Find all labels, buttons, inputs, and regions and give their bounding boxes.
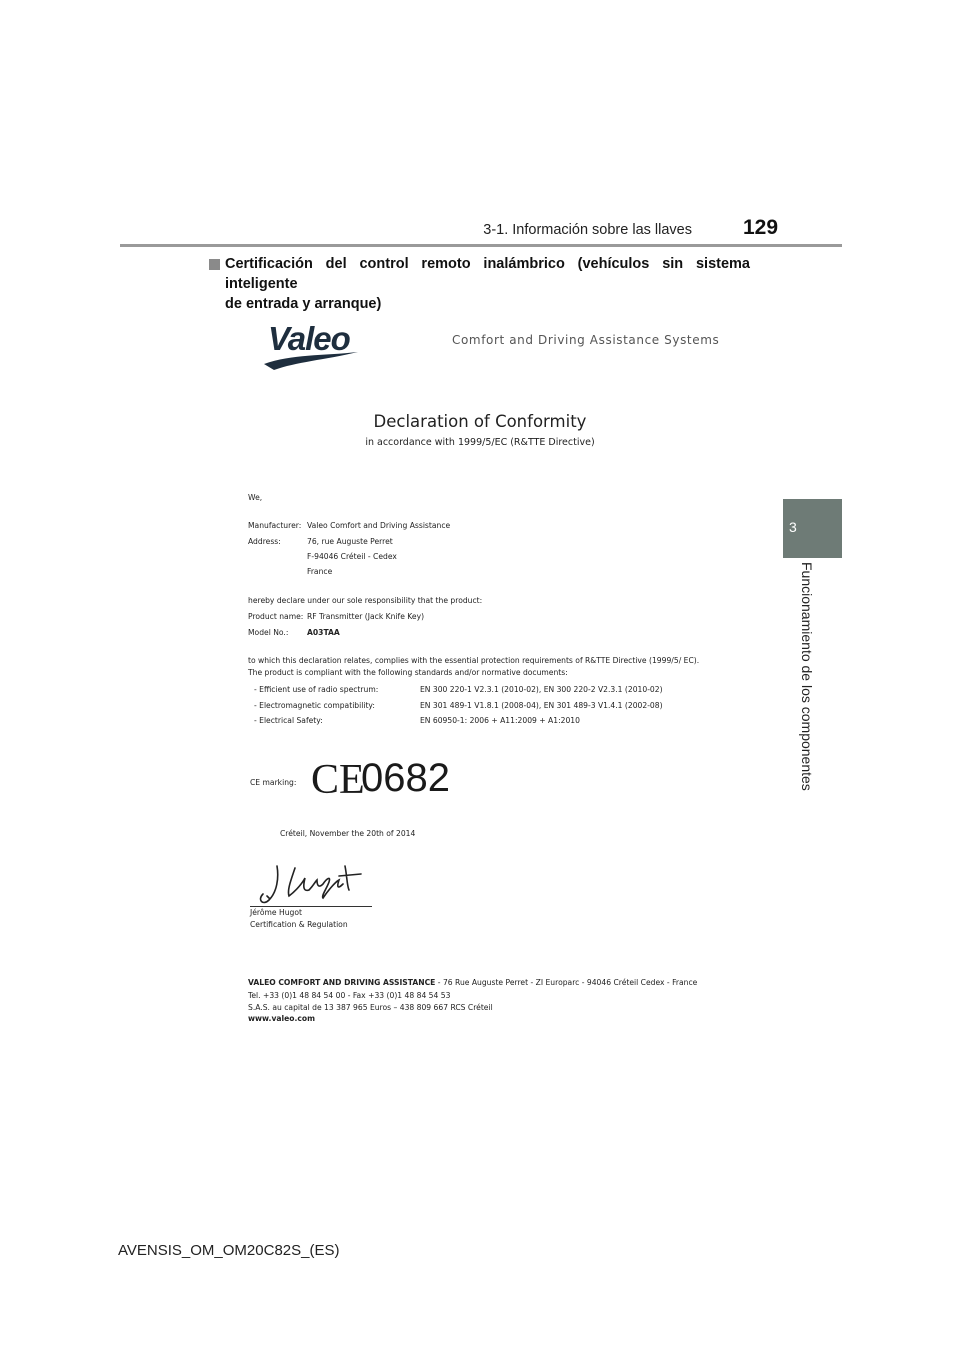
place-date: Créteil, November the 20th of 2014 [280,829,416,838]
page-number: 129 [743,216,779,239]
company-name: VALEO COMFORT AND DRIVING ASSISTANCE [248,978,436,987]
company-street: - 76 Rue Auguste Perret - ZI Europarc - 94046 Créteil Cedex - France [435,978,698,987]
standard-label: - Electrical Safety: [254,716,323,725]
product-value: RF Transmitter (Jack Knife Key) [307,612,425,621]
standard-value: EN 301 489-1 V1.8.1 (2008-04), EN 301 489-3 V1.4.1 (2002-08) [420,701,663,710]
manufacturer-label: Manufacturer: [248,521,302,530]
product-label: Product name: [248,612,304,621]
address-line-1: 76, rue Auguste Perret [307,537,393,546]
ce-number: 0682 [361,756,450,800]
standard-value: EN 60950-1: 2006 + A11:2009 + A1:2010 [420,716,580,725]
relates-text-2: The product is compliant with the following standards and/or normative documents: [248,668,568,677]
heading-line-2: de entrada y arranque) [225,296,382,312]
section-title: 3-1. Información sobre las llaves [483,222,692,238]
signatory-role: Certification & Regulation [250,920,348,929]
company-address [248,978,697,987]
section-heading [225,254,750,314]
logo-wordmark: Valeo [268,320,350,357]
chapter-title: Funcionamiento de los componentes [799,562,815,791]
model-value: A03TAA [307,628,340,637]
manual-code: AVENSIS_OM_OM20C82S_(ES) [118,1242,340,1259]
chapter-number: 3 [789,519,797,535]
document-title: Declaration of Conformity [373,412,587,431]
company-registration: S.A.S. au capital de 13 387 965 Euros – 438 809 667 RCS Créteil [248,1003,493,1012]
ce-mark-icon: CE [311,757,365,803]
standard-label: - Electromagnetic compatibility: [254,701,375,710]
document-subtitle: in accordance with 1999/5/EC (R&TTE Directive) [365,437,595,448]
manufacturer-value: Valeo Comfort and Driving Assistance [307,521,451,530]
signatory-name: Jérôme Hugot [250,908,302,917]
ce-marking-label: CE marking: [250,778,297,787]
signature-icon [255,860,385,910]
address-line-2: F-94046 Créteil - Cedex [307,552,397,561]
standard-value: EN 300 220-1 V2.3.1 (2010-02), EN 300 220-2 V2.3.1 (2010-02) [420,685,663,694]
tagline: Comfort and Driving Assistance Systems [452,333,720,347]
company-website: www.valeo.com [248,1014,316,1023]
address-label: Address: [248,537,281,546]
heading-bullet-icon [209,259,220,270]
declare-text: hereby declare under our sole responsibility that the product: [248,596,483,605]
heading-line-1: Certificación del control remoto inalámbrico (vehículos sin sistema inteligente [225,256,750,292]
standard-label: - Efficient use of radio spectrum: [254,685,379,694]
header-rule [120,244,842,247]
relates-text-1: to which this declaration relates, complies with the essential protection requirements of R&TTE Directive (1999/5/ EC). [248,656,700,665]
declaration-of-conformity [230,310,730,1030]
model-label: Model No.: [248,628,289,637]
company-phone: Tel. +33 (0)1 48 84 54 00 - Fax +33 (0)1 48 84 54 53 [248,991,451,1000]
signature-line [250,906,372,907]
address-line-3: France [307,567,333,576]
we-text: We, [248,493,263,502]
chapter-tab [783,499,842,558]
